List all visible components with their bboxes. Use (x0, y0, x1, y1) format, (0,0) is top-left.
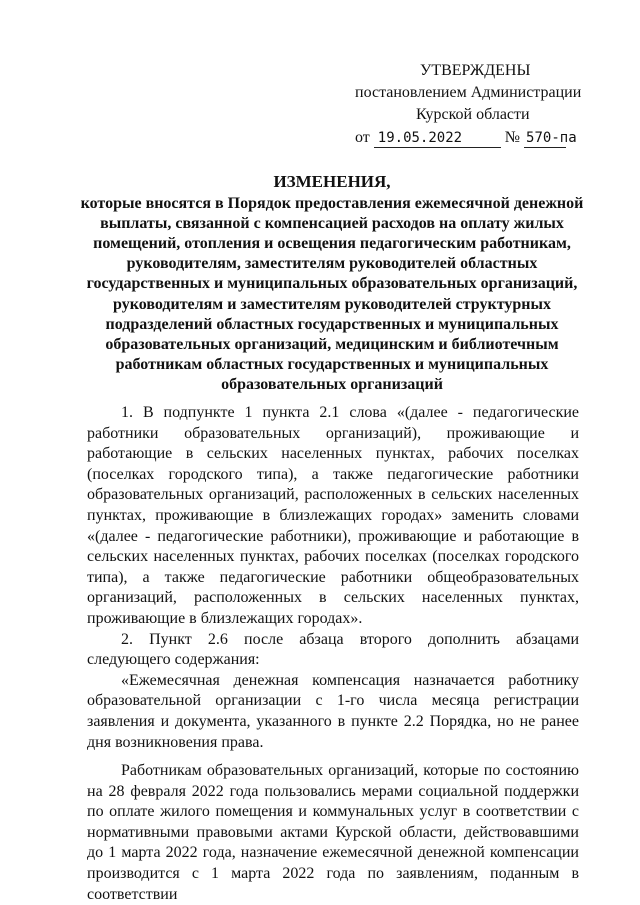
paragraph-item-1: 1. В подпункте 1 пункта 2.1 слова «(далее - педагогические работники образовательных организаций), проживающие и работающие в сельских населенных пунктах, рабочих поселках (поселках городского типа), а также педагогические работники образовательных организаций, расположенных в сельских населенных пунктах, проживающие в близлежащих городах» заменить словами «(далее - педагогические работники), проживающие и работающие в сельских населенных пунктах, рабочих поселках (поселках городского типа), а также педагогические работники общеобразовательных организаций, расположенных в сельских населенных пунктах, проживающие в близлежащих городах». (87, 404, 579, 627)
from-label: от (355, 129, 370, 146)
title-line: руководителям, заместителям руководителей областных (126, 255, 538, 273)
title-line: образовательных организаций, медицинским и библиотечным (105, 335, 559, 353)
title-line: помещений, отопления и освещения педагогическим работникам, (93, 235, 571, 253)
title-line: выплаты, связанной с компенсацией расходов на оплату жилых (100, 215, 564, 233)
approval-date-number-line (355, 127, 585, 149)
paragraph-quote-compensation: «Ежемесячная денежная компенсация назначается работнику образовательной организации с 1-го числа месяца регистрации заявления и документа, указанного в пункте 2.2 Порядка, но не ранее дня возникновения права. (87, 671, 579, 751)
title-line: государственных и муниципальных образовательных организаций, (86, 275, 578, 293)
approval-heading: УТВЕРЖДЕНЫ (420, 62, 531, 79)
title-line: которые вносятся в Порядок предоставления ежемесячной денежной (80, 195, 584, 213)
document-body (87, 403, 579, 905)
approval-by-line: постановлением Администрации (355, 84, 582, 101)
title-line: образовательных организаций (221, 375, 443, 393)
title-heading: ИЗМЕНЕНИЯ, (273, 172, 391, 191)
decree-date: 19.05.2022 (374, 129, 501, 148)
number-sign: № (504, 129, 521, 146)
title-line: руководителям и заместителям руководителей структурных (113, 295, 551, 313)
title-line: подразделений областных государственных и муниципальных (105, 315, 559, 333)
paragraph-workers: Работникам образовательных организаций, которые по состоянию на 28 февраля 2022 года пользовались мерами социальной поддержки по оплате жилого помещения и коммунальных услуг в соответствии с нормативными правовыми актами Курской области, действовавшими до 1 марта 2022 года, назначение ежемесячной денежной компенсации производится с 1 марта 2022 года по заявлениям, поданным в соответствии (87, 762, 579, 903)
approval-stamp (355, 60, 585, 149)
document-title (62, 172, 602, 395)
approval-region-line: Курской области (416, 106, 530, 123)
title-line: работникам областных государственных и муниципальных (115, 355, 549, 373)
paragraph-item-2: 2. Пункт 2.6 после абзаца второго дополнить абзацами следующего содержания: (87, 630, 579, 669)
decree-number: 570-па (526, 130, 577, 146)
